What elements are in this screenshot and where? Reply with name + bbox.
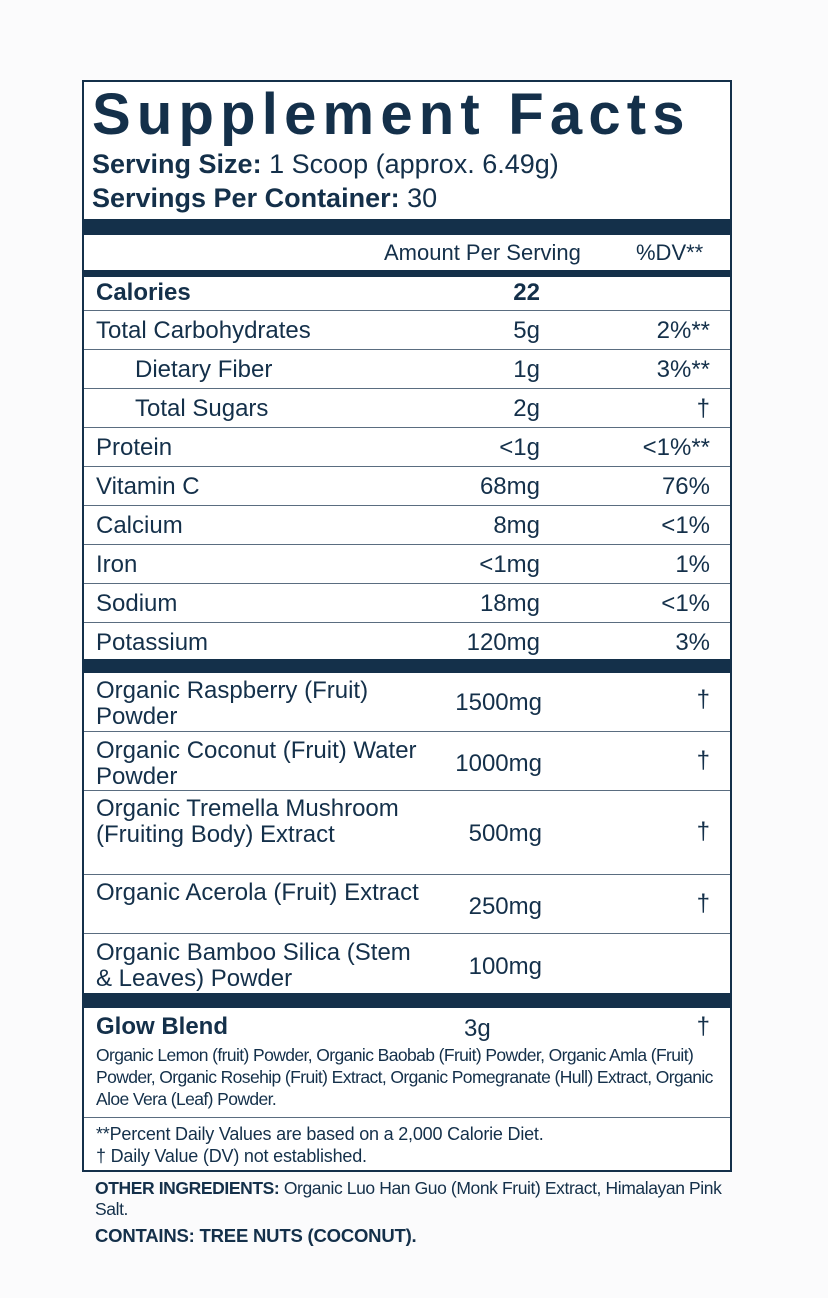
blend-description: Organic Lemon (fruit) Powder, Organic Baobab (Fruit) Powder, Organic Amla (Fruit) Powder, Organic Rosehip (Fruit) Extract, Organic Pomegranate (Hull) Extract, Organic Aloe Vera (Leaf) Powder. (96, 1045, 713, 1109)
ingredient-name: Organic Tremella Mushroom (Fruiting Body) Extract (96, 795, 399, 848)
thick-divider (84, 993, 730, 1008)
ingredient-name: Organic Acerola (Fruit) Extract (96, 879, 419, 906)
nutrient-row-carbohydrates (84, 311, 730, 350)
nutrient-name: Sodium (96, 590, 178, 617)
nutrient-name: Dietary Fiber (135, 356, 273, 383)
nutrient-amount: <1g (499, 434, 540, 461)
nutrient-name: Calcium (96, 512, 183, 539)
nutrient-amount: 2g (513, 395, 540, 422)
ingredient-row-raspberry (84, 673, 730, 732)
ingredient-amount: 250mg (468, 893, 542, 920)
nutrient-row-vitamin-c (84, 467, 730, 506)
nutrient-dv: 1% (675, 551, 710, 578)
nutrient-amount: 18mg (479, 590, 540, 617)
ingredient-row-acerola (84, 875, 730, 934)
nutrient-amount: 1g (513, 356, 540, 383)
nutrient-amount: 120mg (466, 629, 540, 656)
nutrient-amount: 22 (513, 279, 540, 306)
nutrient-dv: <1%** (642, 434, 710, 461)
other-ingredients (95, 1178, 735, 1220)
nutrient-row-iron (84, 545, 730, 584)
supplement-facts-panel (82, 80, 732, 1172)
panel-title: Supplement Facts (92, 82, 691, 147)
nutrient-dv: † (696, 395, 710, 422)
nutrient-row-dietary-fiber (84, 350, 730, 389)
thick-divider (84, 219, 730, 235)
nutrient-row-potassium (84, 623, 730, 659)
ingredient-name: Organic Bamboo Silica (Stem & Leaves) Powder (96, 939, 411, 992)
ingredient-name: Organic Raspberry (Fruit) Powder (96, 677, 369, 730)
servings-per-container-label: Servings Per Container: (92, 183, 400, 213)
nutrient-amount: 68mg (479, 473, 540, 500)
nutrient-row-sodium (84, 584, 730, 623)
footnote-dv-not-established: † Daily Value (DV) not established. (96, 1146, 367, 1166)
nutrient-dv: 3% (675, 629, 710, 656)
thin-divider (84, 1116, 730, 1118)
serving-size (92, 148, 559, 180)
ingredient-name: Organic Coconut (Fruit) Water Powder (96, 737, 417, 790)
allergen-statement: CONTAINS: TREE NUTS (COCONUT). (95, 1225, 417, 1246)
nutrient-dv: <1% (661, 590, 710, 617)
dv-header: %DV** (636, 240, 704, 265)
nutrient-name: Total Carbohydrates (96, 317, 311, 344)
nutrient-name: Potassium (96, 629, 209, 656)
nutrient-amount: 5g (513, 317, 540, 344)
ingredient-dv: † (696, 818, 710, 845)
medium-divider (84, 270, 730, 277)
nutrient-row-total-sugars (84, 389, 730, 428)
nutrient-name: Protein (96, 434, 173, 461)
ingredient-dv: † (696, 747, 710, 774)
nutrient-row-calcium (84, 506, 730, 545)
ingredient-amount: 1000mg (455, 750, 542, 777)
nutrient-amount: <1mg (479, 551, 540, 578)
nutrient-dv: <1% (661, 512, 710, 539)
servings-per-container-value: 30 (407, 183, 438, 213)
ingredient-amount: 500mg (468, 820, 542, 847)
nutrient-amount: 8mg (493, 512, 540, 539)
thick-divider (84, 659, 730, 673)
nutrient-name: Iron (96, 551, 138, 578)
serving-size-value: 1 Scoop (approx. 6.49g) (269, 149, 559, 179)
serving-size-label: Serving Size: (92, 149, 262, 179)
servings-per-container (92, 182, 437, 214)
nutrient-dv: 2%** (656, 317, 710, 344)
nutrient-dv: 3%** (656, 356, 710, 383)
blend-name: Glow Blend (96, 1013, 228, 1040)
nutrient-row-calories (84, 277, 730, 311)
other-ingredients-label: OTHER INGREDIENTS: (95, 1178, 280, 1198)
ingredient-amount: 1500mg (455, 689, 542, 716)
blend-amount: 3g (464, 1015, 491, 1042)
ingredient-amount: 100mg (468, 953, 542, 980)
ingredient-row-tremella (84, 791, 730, 875)
amount-per-serving-header: Amount Per Serving (384, 240, 581, 265)
nutrient-row-protein (84, 428, 730, 467)
nutrient-name: Calories (96, 279, 191, 306)
ingredient-row-bamboo-silica (84, 934, 730, 993)
nutrient-name: Vitamin C (96, 473, 200, 500)
ingredient-row-coconut (84, 732, 730, 791)
footnote-percent-dv: **Percent Daily Values are based on a 2,000 Calorie Diet. (96, 1124, 544, 1144)
nutrient-name: Total Sugars (135, 395, 269, 422)
nutrient-dv: 76% (661, 473, 710, 500)
blend-dv: † (696, 1013, 710, 1040)
ingredient-dv: † (696, 686, 710, 713)
ingredient-dv: † (696, 890, 710, 917)
other-ingredients-value: Organic Luo Han Guo (Monk Fruit) Extract, Himalayan Pink Salt. (95, 1178, 722, 1219)
